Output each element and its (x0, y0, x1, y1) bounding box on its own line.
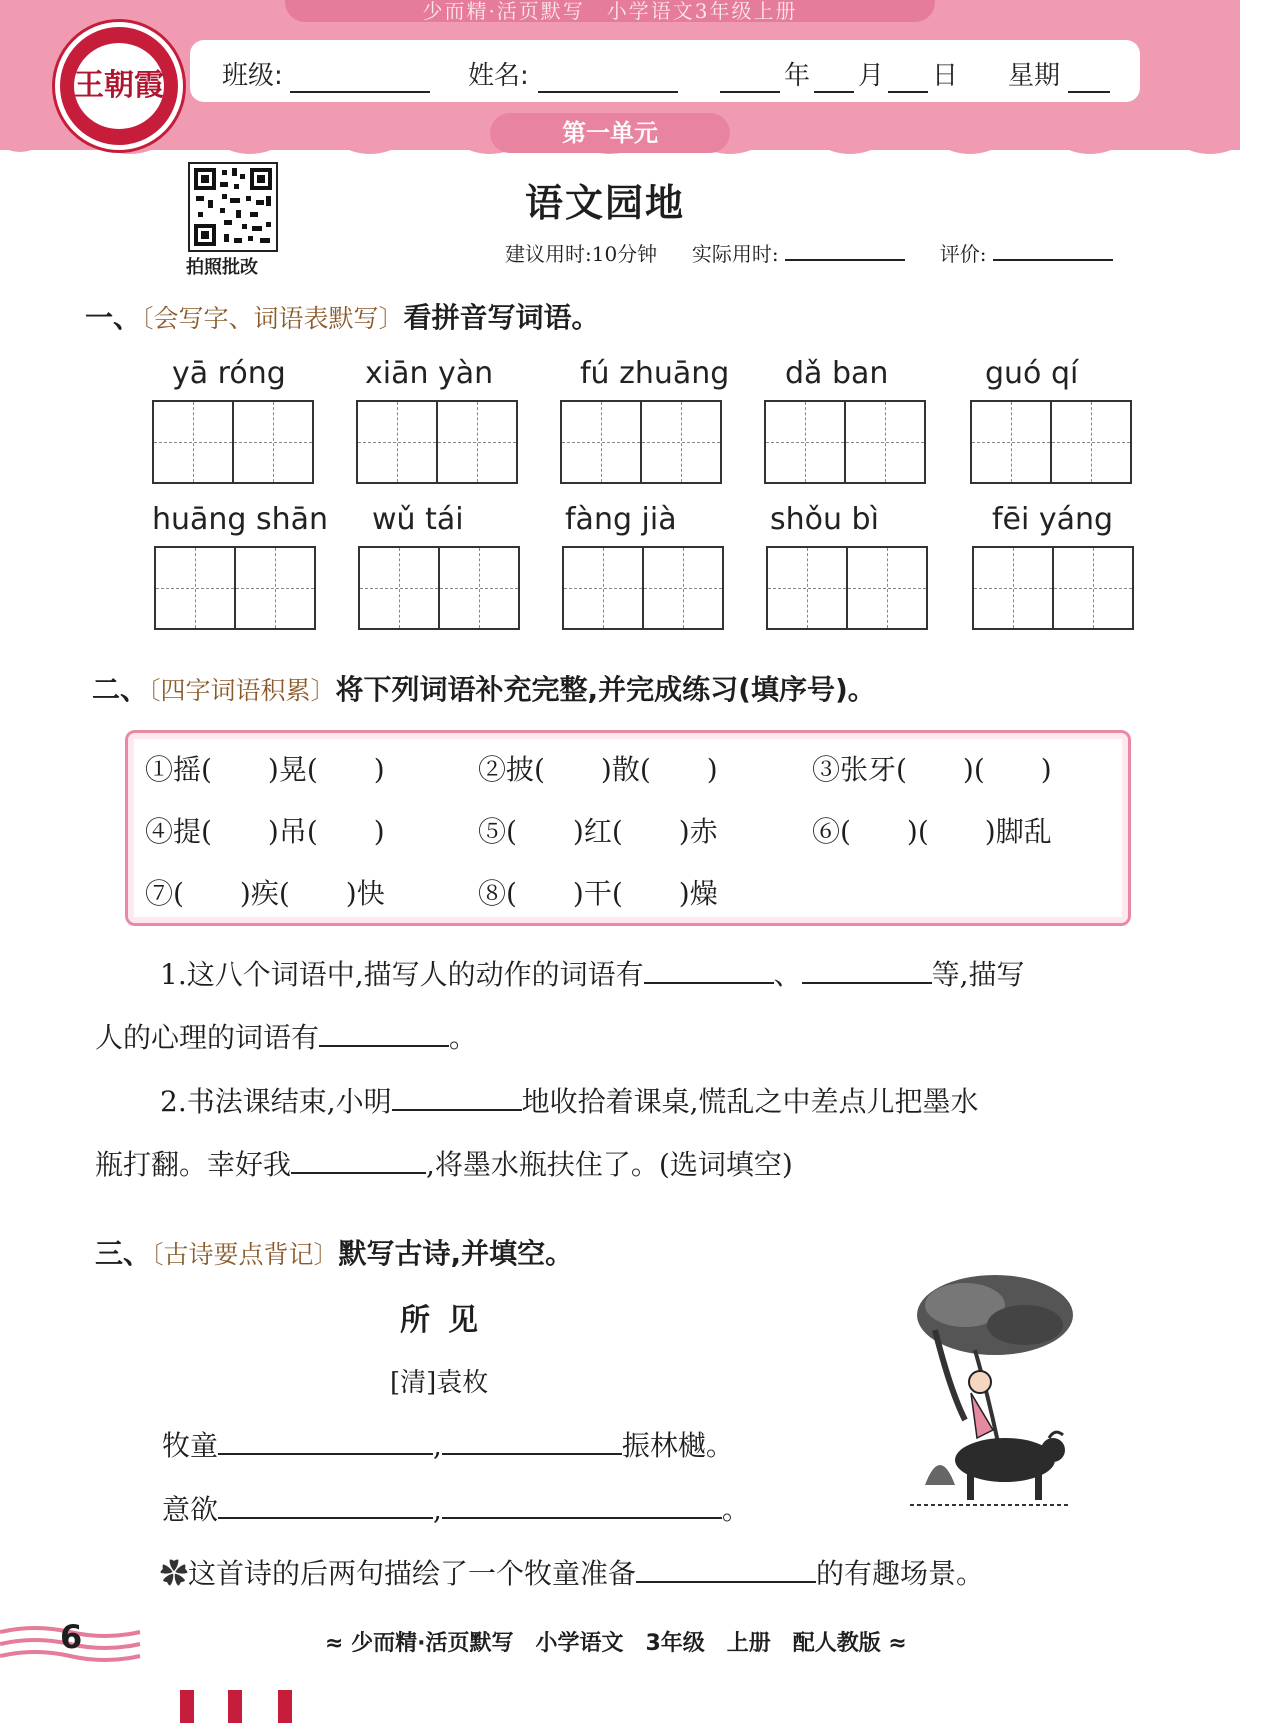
question-1-line2 (95, 1016, 477, 1056)
section3-tag: 〔古诗要点背记〕 (151, 1240, 339, 1269)
question-2-line2 (95, 1143, 793, 1183)
question-1-end: 。 (449, 1021, 478, 1054)
question-1-text-a: 1.这八个词语中,描写人的动作的词语有 (160, 958, 644, 991)
qr-caption: 拍照批改 (186, 257, 258, 278)
idiom-3[interactable]: ③张牙( )( ) (812, 753, 1052, 786)
poem-line-1 (162, 1424, 734, 1464)
pinyin-10: fēi yáng (992, 502, 1114, 537)
question-2-text-b: 地收拾着课桌,慌乱之中差点儿把墨水 (521, 1085, 979, 1118)
section1-instruction: 看拼音写词语。 (403, 301, 600, 334)
poem-question (160, 1552, 984, 1592)
question-2-text-c: 瓶打翻。幸好我 (95, 1148, 292, 1181)
poem-line-2-start: 意欲 (162, 1493, 219, 1526)
writing-grid-4[interactable] (764, 400, 926, 484)
actual-time-label: 实际用时: (691, 242, 779, 266)
cowherd-illustration (905, 1270, 1075, 1515)
section1-tag: 〔会写字、词语表默写〕 (141, 304, 404, 333)
pinyin-5: guó qí (985, 356, 1079, 391)
section2-tag: 〔四字词语积累〕 (148, 676, 336, 705)
unit-badge: 第一单元 (490, 113, 730, 153)
idiom-6[interactable]: ⑥( )( )脚乱 (812, 815, 1052, 848)
footer-red-mark-3 (278, 1690, 292, 1723)
page-title: 语文园地 (525, 181, 686, 225)
poem-author: [清]袁枚 (390, 1368, 489, 1398)
name-label: 姓名: (468, 61, 529, 91)
q2-blank-2[interactable] (291, 1144, 426, 1174)
section2-heading (92, 668, 876, 708)
poem-line-2-end: 。 (721, 1493, 750, 1526)
month-label: 月 (858, 61, 885, 91)
section3-number: 三、 (95, 1237, 152, 1270)
section3-heading (95, 1232, 573, 1272)
brand-logo (55, 22, 183, 150)
actual-time-field[interactable] (785, 239, 905, 261)
section1-number: 一、 (85, 301, 142, 334)
poem-blank-4[interactable] (442, 1489, 722, 1519)
pinyin-3: fú zhuāng (580, 356, 730, 391)
poem-blank-2[interactable] (442, 1425, 622, 1455)
poem-question-text-a: 这首诗的后两句描绘了一个牧童准备 (188, 1557, 637, 1590)
question-1-sep: 、 (773, 958, 802, 991)
footer-red-mark-1 (180, 1690, 194, 1723)
section2-number: 二、 (92, 673, 149, 706)
q1-blank-3[interactable] (319, 1017, 449, 1047)
poem-blank-3[interactable] (218, 1489, 433, 1519)
writing-grid-6[interactable] (154, 546, 316, 630)
header-top-strip: 少而精·活页默写 小学语文3年级上册 (285, 0, 935, 22)
q1-blank-1[interactable] (644, 954, 774, 984)
page-number: 6 (60, 1618, 83, 1656)
suggested-time: 建议用时:10分钟 (505, 242, 658, 266)
flower-icon: ✿ (160, 1557, 189, 1590)
writing-grid-5[interactable] (970, 400, 1132, 484)
idiom-4[interactable]: ④提( )吊( ) (145, 815, 385, 848)
idiom-5[interactable]: ⑤( )红( )赤 (478, 815, 718, 848)
pinyin-2: xiān yàn (365, 356, 494, 391)
pinyin-8: fàng jià (565, 502, 677, 537)
class-label: 班级: (222, 61, 283, 91)
time-meta (505, 238, 1113, 267)
pinyin-9: shǒu bì (770, 502, 879, 537)
poem-line-2 (162, 1488, 750, 1528)
question-1-text-c: 人的心理的词语有 (95, 1021, 320, 1054)
poem-line-2-sep: , (433, 1493, 442, 1526)
writing-grid-7[interactable] (358, 546, 520, 630)
writing-grid-2[interactable] (356, 400, 518, 484)
question-1-text-b: 等,描写 (931, 958, 1025, 991)
week-label: 星期 (1008, 61, 1061, 91)
idiom-8[interactable]: ⑧( )干( )燥 (478, 877, 718, 910)
evaluation-field[interactable] (993, 239, 1113, 261)
question-2-text-a: 2.书法课结束,小明 (160, 1085, 392, 1118)
writing-grid-8[interactable] (562, 546, 724, 630)
section3-instruction: 默写古诗,并填空。 (338, 1237, 574, 1270)
poem-question-text-b: 的有趣场景。 (816, 1557, 985, 1590)
poem-line-1-start: 牧童 (162, 1429, 219, 1462)
q1-blank-2[interactable] (802, 954, 932, 984)
idiom-2[interactable]: ②披( )散( ) (478, 753, 718, 786)
poem-blank-1[interactable] (218, 1425, 433, 1455)
writing-grid-3[interactable] (560, 400, 722, 484)
student-info-bar (190, 40, 1140, 102)
footer-series-text: ≈ 少而精·活页默写 小学语文 3年级 上册 配人教版 ≈ (325, 1631, 907, 1656)
pinyin-1: yā róng (172, 356, 286, 391)
poem-question-blank[interactable] (636, 1553, 816, 1583)
pinyin-6: huāng shān (152, 502, 329, 537)
pinyin-7: wǔ tái (372, 502, 464, 537)
pinyin-4: dǎ ban (785, 356, 889, 391)
footer-red-mark-2 (228, 1690, 242, 1723)
question-1-line1 (160, 953, 1025, 993)
brand-logo-text: 王朝霞 (74, 43, 164, 129)
writing-grid-9[interactable] (766, 546, 928, 630)
writing-grid-10[interactable] (972, 546, 1134, 630)
poem-title: 所见 (400, 1303, 496, 1338)
section2-instruction: 将下列词语补充完整,并完成练习(填序号)。 (335, 673, 876, 706)
poem-line-1-end: 振林樾。 (621, 1429, 734, 1462)
idiom-7[interactable]: ⑦( )疾( )快 (145, 877, 385, 910)
evaluation-label: 评价: (939, 242, 987, 266)
poem-line-1-sep: , (433, 1429, 442, 1462)
idiom-1[interactable]: ①摇( )晃( ) (145, 753, 385, 786)
qr-code-icon[interactable] (188, 162, 278, 252)
year-label: 年 (784, 61, 811, 91)
day-label: 日 (932, 61, 959, 91)
q2-blank-1[interactable] (392, 1081, 522, 1111)
question-2-text-d: ,将墨水瓶扶住了。(选词填空) (426, 1148, 793, 1181)
section1-heading (85, 296, 600, 336)
writing-grid-1[interactable] (152, 400, 314, 484)
question-2-line1 (160, 1080, 979, 1120)
